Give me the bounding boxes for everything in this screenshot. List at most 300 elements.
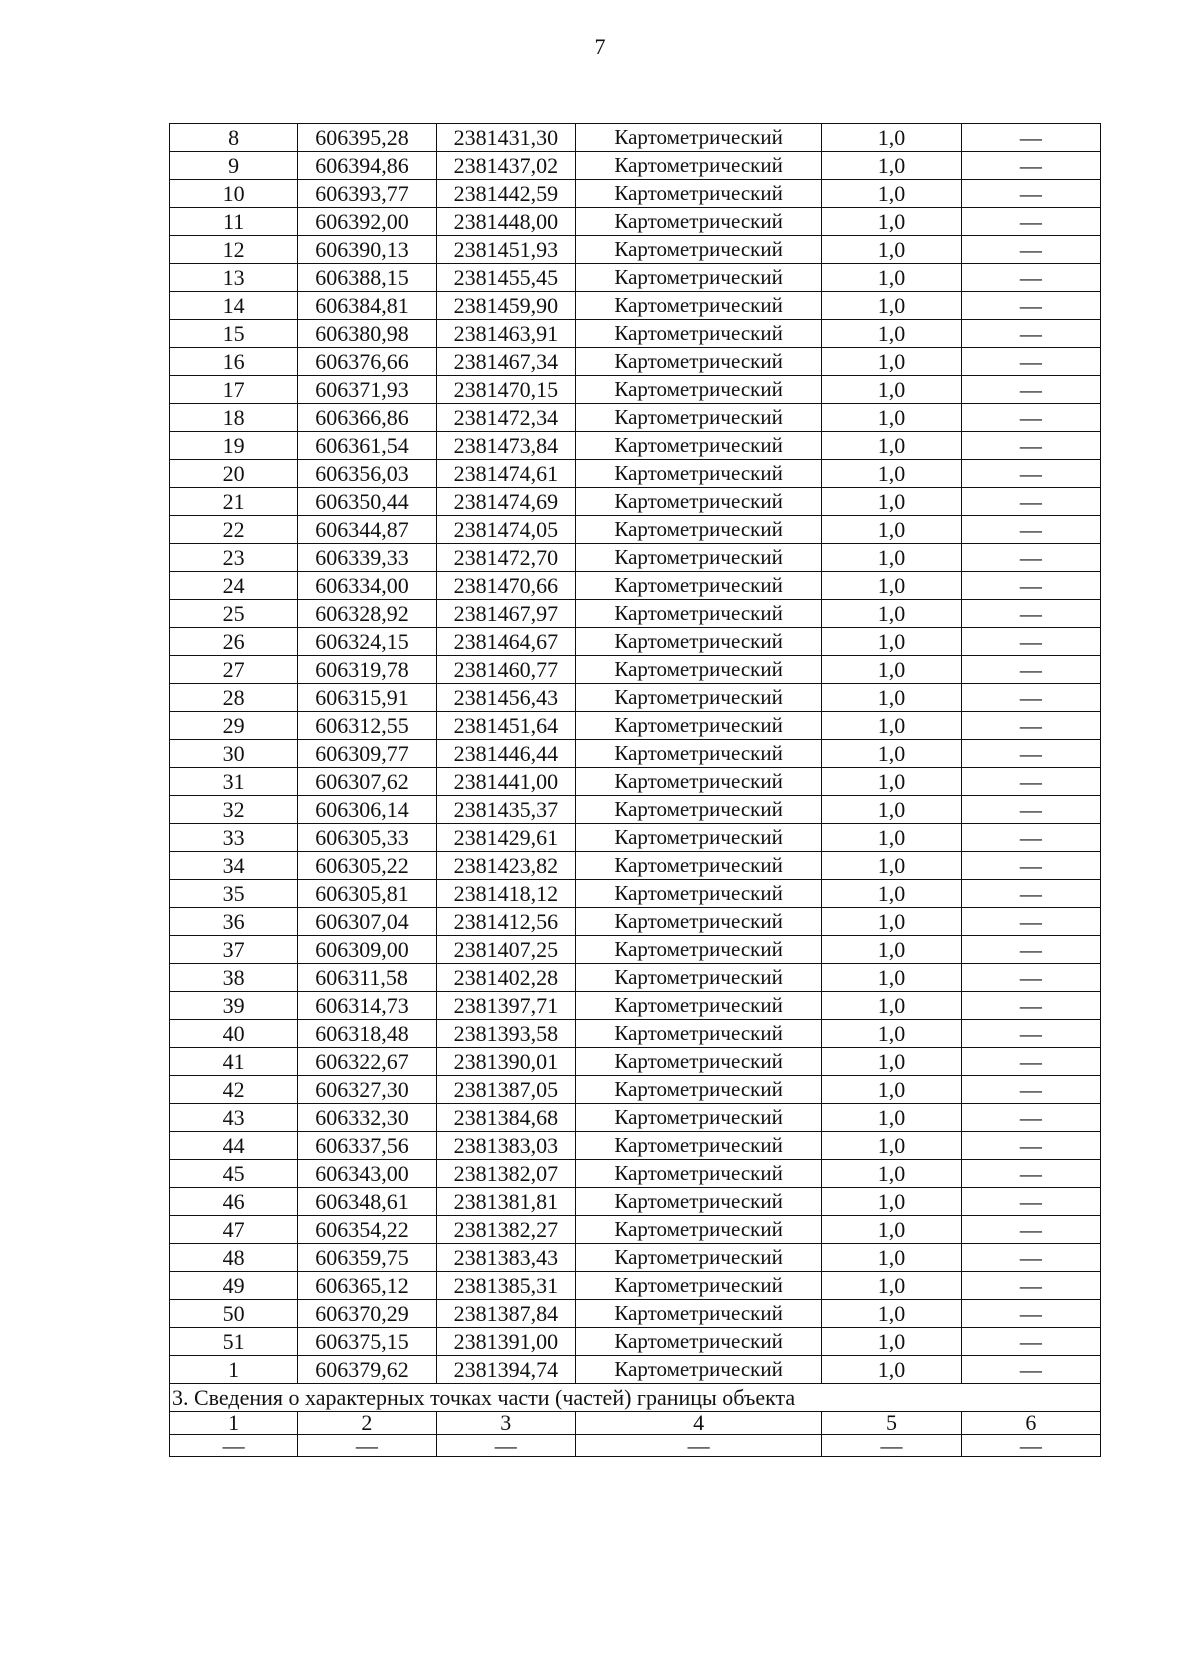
x-coordinate-cell: 606305,33 — [298, 824, 436, 852]
column-number-cell: 1 — [170, 1412, 298, 1435]
y-coordinate-cell: 2381455,45 — [436, 264, 575, 292]
y-coordinate-cell: 2381383,43 — [436, 1244, 575, 1272]
method-cell: Картометрический — [575, 320, 821, 348]
table-row — [170, 348, 1101, 376]
dash-cell: — — [961, 1435, 1100, 1457]
point-number-cell: 34 — [170, 852, 298, 880]
point-number-cell: 49 — [170, 1272, 298, 1300]
accuracy-cell: 1,0 — [822, 1076, 961, 1104]
table-row — [170, 376, 1101, 404]
description-cell: — — [961, 628, 1100, 656]
x-coordinate-cell: 606312,55 — [298, 712, 436, 740]
table-row — [170, 544, 1101, 572]
accuracy-cell: 1,0 — [822, 1272, 961, 1300]
x-coordinate-cell: 606334,00 — [298, 572, 436, 600]
table-row — [170, 404, 1101, 432]
point-number-cell: 28 — [170, 684, 298, 712]
description-cell: — — [961, 684, 1100, 712]
method-cell: Картометрический — [575, 1188, 821, 1216]
method-cell: Картометрический — [575, 292, 821, 320]
method-cell: Картометрический — [575, 1328, 821, 1356]
x-coordinate-cell: 606344,87 — [298, 516, 436, 544]
table-row — [170, 656, 1101, 684]
y-coordinate-cell: 2381472,70 — [436, 544, 575, 572]
method-cell: Картометрический — [575, 1020, 821, 1048]
y-coordinate-cell: 2381383,03 — [436, 1132, 575, 1160]
point-number-cell: 22 — [170, 516, 298, 544]
table-row — [170, 964, 1101, 992]
method-cell: Картометрический — [575, 600, 821, 628]
method-cell: Картометрический — [575, 376, 821, 404]
point-number-cell: 32 — [170, 796, 298, 824]
table-row — [170, 1076, 1101, 1104]
y-coordinate-cell: 2381470,15 — [436, 376, 575, 404]
y-coordinate-cell: 2381387,05 — [436, 1076, 575, 1104]
y-coordinate-cell: 2381393,58 — [436, 1020, 575, 1048]
accuracy-cell: 1,0 — [822, 320, 961, 348]
x-coordinate-cell: 606319,78 — [298, 656, 436, 684]
accuracy-cell: 1,0 — [822, 1328, 961, 1356]
table-row — [170, 908, 1101, 936]
accuracy-cell: 1,0 — [822, 684, 961, 712]
point-number-cell: 19 — [170, 432, 298, 460]
method-cell: Картометрический — [575, 628, 821, 656]
table-row — [170, 936, 1101, 964]
point-number-cell: 38 — [170, 964, 298, 992]
table-row — [170, 1020, 1101, 1048]
point-number-cell: 25 — [170, 600, 298, 628]
table-row — [170, 1160, 1101, 1188]
method-cell: Картометрический — [575, 404, 821, 432]
x-coordinate-cell: 606332,30 — [298, 1104, 436, 1132]
point-number-cell: 45 — [170, 1160, 298, 1188]
point-number-cell: 36 — [170, 908, 298, 936]
table-row — [170, 124, 1101, 152]
y-coordinate-cell: 2381382,07 — [436, 1160, 575, 1188]
x-coordinate-cell: 606322,67 — [298, 1048, 436, 1076]
x-coordinate-cell: 606366,86 — [298, 404, 436, 432]
table-row — [170, 768, 1101, 796]
accuracy-cell: 1,0 — [822, 124, 961, 152]
x-coordinate-cell: 606328,92 — [298, 600, 436, 628]
accuracy-cell: 1,0 — [822, 1188, 961, 1216]
y-coordinate-cell: 2381474,69 — [436, 488, 575, 516]
dash-cell: — — [822, 1435, 961, 1457]
table-row — [170, 1272, 1101, 1300]
y-coordinate-cell: 2381446,44 — [436, 740, 575, 768]
x-coordinate-cell: 606337,56 — [298, 1132, 436, 1160]
dash-cell: — — [170, 1435, 298, 1457]
table-row — [170, 488, 1101, 516]
x-coordinate-cell: 606394,86 — [298, 152, 436, 180]
point-number-cell: 12 — [170, 236, 298, 264]
description-cell: — — [961, 152, 1100, 180]
accuracy-cell: 1,0 — [822, 1104, 961, 1132]
accuracy-cell: 1,0 — [822, 516, 961, 544]
dash-cell: — — [436, 1435, 575, 1457]
point-number-cell: 31 — [170, 768, 298, 796]
description-cell: — — [961, 852, 1100, 880]
method-cell: Картометрический — [575, 208, 821, 236]
x-coordinate-cell: 606311,58 — [298, 964, 436, 992]
method-cell: Картометрический — [575, 656, 821, 684]
method-cell: Картометрический — [575, 852, 821, 880]
x-coordinate-cell: 606309,77 — [298, 740, 436, 768]
method-cell: Картометрический — [575, 1272, 821, 1300]
y-coordinate-cell: 2381391,00 — [436, 1328, 575, 1356]
method-cell: Картометрический — [575, 1048, 821, 1076]
accuracy-cell: 1,0 — [822, 1048, 961, 1076]
point-number-cell: 16 — [170, 348, 298, 376]
x-coordinate-cell: 606348,61 — [298, 1188, 436, 1216]
method-cell: Картометрический — [575, 544, 821, 572]
page-number: 7 — [594, 34, 606, 59]
x-coordinate-cell: 606306,14 — [298, 796, 436, 824]
accuracy-cell: 1,0 — [822, 1244, 961, 1272]
description-cell: — — [961, 908, 1100, 936]
y-coordinate-cell: 2381385,31 — [436, 1272, 575, 1300]
description-cell: — — [961, 824, 1100, 852]
table-row — [170, 1244, 1101, 1272]
y-coordinate-cell: 2381464,67 — [436, 628, 575, 656]
section3-title-row — [170, 1384, 1101, 1412]
section3-title: 3. Сведения о характерных точках части (частей) границы объекта — [170, 1384, 1101, 1412]
point-number-cell: 44 — [170, 1132, 298, 1160]
y-coordinate-cell: 2381402,28 — [436, 964, 575, 992]
accuracy-cell: 1,0 — [822, 1020, 961, 1048]
description-cell: — — [961, 964, 1100, 992]
accuracy-cell: 1,0 — [822, 908, 961, 936]
table-row — [170, 1132, 1101, 1160]
method-cell: Картометрический — [575, 740, 821, 768]
accuracy-cell: 1,0 — [822, 964, 961, 992]
method-cell: Картометрический — [575, 936, 821, 964]
y-coordinate-cell: 2381463,91 — [436, 320, 575, 348]
description-cell: — — [961, 236, 1100, 264]
description-cell: — — [961, 460, 1100, 488]
accuracy-cell: 1,0 — [822, 572, 961, 600]
accuracy-cell: 1,0 — [822, 600, 961, 628]
method-cell: Картометрический — [575, 824, 821, 852]
accuracy-cell: 1,0 — [822, 1356, 961, 1384]
point-number-cell: 42 — [170, 1076, 298, 1104]
table-row — [170, 320, 1101, 348]
method-cell: Картометрический — [575, 992, 821, 1020]
description-cell: — — [961, 796, 1100, 824]
description-cell: — — [961, 544, 1100, 572]
y-coordinate-cell: 2381381,81 — [436, 1188, 575, 1216]
x-coordinate-cell: 606305,81 — [298, 880, 436, 908]
table-row — [170, 712, 1101, 740]
description-cell: — — [961, 1188, 1100, 1216]
point-number-cell: 8 — [170, 124, 298, 152]
accuracy-cell: 1,0 — [822, 152, 961, 180]
accuracy-cell: 1,0 — [822, 208, 961, 236]
table-row — [170, 432, 1101, 460]
description-cell: — — [961, 992, 1100, 1020]
point-number-cell: 29 — [170, 712, 298, 740]
description-cell: — — [961, 1356, 1100, 1384]
description-cell: — — [961, 1328, 1100, 1356]
description-cell: — — [961, 516, 1100, 544]
description-cell: — — [961, 432, 1100, 460]
description-cell: — — [961, 1076, 1100, 1104]
y-coordinate-cell: 2381459,90 — [436, 292, 575, 320]
column-number-cell: 5 — [822, 1412, 961, 1435]
method-cell: Картометрический — [575, 124, 821, 152]
table-row — [170, 292, 1101, 320]
y-coordinate-cell: 2381474,05 — [436, 516, 575, 544]
description-cell: — — [961, 768, 1100, 796]
x-coordinate-cell: 606356,03 — [298, 460, 436, 488]
y-coordinate-cell: 2381448,00 — [436, 208, 575, 236]
point-number-cell: 33 — [170, 824, 298, 852]
point-number-cell: 26 — [170, 628, 298, 656]
point-number-cell: 35 — [170, 880, 298, 908]
description-cell: — — [961, 572, 1100, 600]
method-cell: Картометрический — [575, 880, 821, 908]
accuracy-cell: 1,0 — [822, 348, 961, 376]
point-number-cell: 24 — [170, 572, 298, 600]
accuracy-cell: 1,0 — [822, 1160, 961, 1188]
point-number-cell: 48 — [170, 1244, 298, 1272]
accuracy-cell: 1,0 — [822, 768, 961, 796]
table-row — [170, 992, 1101, 1020]
table-row — [170, 1104, 1101, 1132]
x-coordinate-cell: 606307,04 — [298, 908, 436, 936]
y-coordinate-cell: 2381473,84 — [436, 432, 575, 460]
x-coordinate-cell: 606370,29 — [298, 1300, 436, 1328]
point-number-cell: 14 — [170, 292, 298, 320]
method-cell: Картометрический — [575, 180, 821, 208]
x-coordinate-cell: 606379,62 — [298, 1356, 436, 1384]
point-number-cell: 18 — [170, 404, 298, 432]
table-row — [170, 880, 1101, 908]
accuracy-cell: 1,0 — [822, 404, 961, 432]
accuracy-cell: 1,0 — [822, 796, 961, 824]
y-coordinate-cell: 2381472,34 — [436, 404, 575, 432]
y-coordinate-cell: 2381451,64 — [436, 712, 575, 740]
dash-cell: — — [298, 1435, 436, 1457]
section3-dash-row — [170, 1435, 1101, 1457]
x-coordinate-cell: 606324,15 — [298, 628, 436, 656]
y-coordinate-cell: 2381387,84 — [436, 1300, 575, 1328]
y-coordinate-cell: 2381442,59 — [436, 180, 575, 208]
description-cell: — — [961, 600, 1100, 628]
y-coordinate-cell: 2381474,61 — [436, 460, 575, 488]
method-cell: Картометрический — [575, 516, 821, 544]
x-coordinate-cell: 606309,00 — [298, 936, 436, 964]
column-number-cell: 6 — [961, 1412, 1100, 1435]
y-coordinate-cell: 2381456,43 — [436, 684, 575, 712]
table-row — [170, 1188, 1101, 1216]
point-number-cell: 13 — [170, 264, 298, 292]
method-cell: Картометрический — [575, 1160, 821, 1188]
coordinates-table-body — [170, 124, 1101, 1384]
method-cell: Картометрический — [575, 1244, 821, 1272]
description-cell: — — [961, 1132, 1100, 1160]
description-cell: — — [961, 292, 1100, 320]
accuracy-cell: 1,0 — [822, 236, 961, 264]
method-cell: Картометрический — [575, 1216, 821, 1244]
point-number-cell: 47 — [170, 1216, 298, 1244]
x-coordinate-cell: 606339,33 — [298, 544, 436, 572]
description-cell: — — [961, 1104, 1100, 1132]
x-coordinate-cell: 606392,00 — [298, 208, 436, 236]
accuracy-cell: 1,0 — [822, 432, 961, 460]
description-cell: — — [961, 1020, 1100, 1048]
accuracy-cell: 1,0 — [822, 264, 961, 292]
y-coordinate-cell: 2381407,25 — [436, 936, 575, 964]
x-coordinate-cell: 606380,98 — [298, 320, 436, 348]
description-cell: — — [961, 208, 1100, 236]
x-coordinate-cell: 606314,73 — [298, 992, 436, 1020]
x-coordinate-cell: 606305,22 — [298, 852, 436, 880]
accuracy-cell: 1,0 — [822, 992, 961, 1020]
column-number-cell: 4 — [575, 1412, 821, 1435]
accuracy-cell: 1,0 — [822, 1216, 961, 1244]
description-cell: — — [961, 376, 1100, 404]
accuracy-cell: 1,0 — [822, 936, 961, 964]
method-cell: Картометрический — [575, 488, 821, 516]
accuracy-cell: 1,0 — [822, 488, 961, 516]
y-coordinate-cell: 2381467,97 — [436, 600, 575, 628]
point-number-cell: 15 — [170, 320, 298, 348]
description-cell: — — [961, 1048, 1100, 1076]
x-coordinate-cell: 606343,00 — [298, 1160, 436, 1188]
table-row — [170, 152, 1101, 180]
x-coordinate-cell: 606359,75 — [298, 1244, 436, 1272]
method-cell: Картометрический — [575, 1076, 821, 1104]
table-row — [170, 796, 1101, 824]
table-row — [170, 1048, 1101, 1076]
accuracy-cell: 1,0 — [822, 628, 961, 656]
description-cell: — — [961, 1216, 1100, 1244]
method-cell: Картометрический — [575, 572, 821, 600]
table-row — [170, 684, 1101, 712]
point-number-cell: 17 — [170, 376, 298, 404]
point-number-cell: 1 — [170, 1356, 298, 1384]
description-cell: — — [961, 656, 1100, 684]
method-cell: Картометрический — [575, 908, 821, 936]
description-cell: — — [961, 488, 1100, 516]
table-row — [170, 1300, 1101, 1328]
x-coordinate-cell: 606318,48 — [298, 1020, 436, 1048]
method-cell: Картометрический — [575, 1104, 821, 1132]
point-number-cell: 39 — [170, 992, 298, 1020]
table-row — [170, 1328, 1101, 1356]
description-cell: — — [961, 264, 1100, 292]
y-coordinate-cell: 2381412,56 — [436, 908, 575, 936]
point-number-cell: 23 — [170, 544, 298, 572]
point-number-cell: 37 — [170, 936, 298, 964]
accuracy-cell: 1,0 — [822, 1132, 961, 1160]
point-number-cell: 30 — [170, 740, 298, 768]
method-cell: Картометрический — [575, 348, 821, 376]
y-coordinate-cell: 2381460,77 — [436, 656, 575, 684]
method-cell: Картометрический — [575, 1132, 821, 1160]
y-coordinate-cell: 2381467,34 — [436, 348, 575, 376]
method-cell: Картометрический — [575, 236, 821, 264]
y-coordinate-cell: 2381441,00 — [436, 768, 575, 796]
x-coordinate-cell: 606384,81 — [298, 292, 436, 320]
description-cell: — — [961, 180, 1100, 208]
x-coordinate-cell: 606393,77 — [298, 180, 436, 208]
method-cell: Картометрический — [575, 460, 821, 488]
x-coordinate-cell: 606327,30 — [298, 1076, 436, 1104]
y-coordinate-cell: 2381390,01 — [436, 1048, 575, 1076]
method-cell: Картометрический — [575, 684, 821, 712]
accuracy-cell: 1,0 — [822, 544, 961, 572]
accuracy-cell: 1,0 — [822, 880, 961, 908]
coordinates-table — [169, 123, 1101, 1457]
y-coordinate-cell: 2381382,27 — [436, 1216, 575, 1244]
column-number-cell: 3 — [436, 1412, 575, 1435]
method-cell: Картометрический — [575, 768, 821, 796]
accuracy-cell: 1,0 — [822, 1300, 961, 1328]
x-coordinate-cell: 606390,13 — [298, 236, 436, 264]
description-cell: — — [961, 1272, 1100, 1300]
x-coordinate-cell: 606395,28 — [298, 124, 436, 152]
y-coordinate-cell: 2381470,66 — [436, 572, 575, 600]
table-row — [170, 208, 1101, 236]
accuracy-cell: 1,0 — [822, 824, 961, 852]
section3 — [170, 1384, 1101, 1457]
method-cell: Картометрический — [575, 1356, 821, 1384]
y-coordinate-cell: 2381435,37 — [436, 796, 575, 824]
point-number-cell: 43 — [170, 1104, 298, 1132]
point-number-cell: 10 — [170, 180, 298, 208]
point-number-cell: 20 — [170, 460, 298, 488]
table-row — [170, 1356, 1101, 1384]
method-cell: Картометрический — [575, 1300, 821, 1328]
y-coordinate-cell: 2381384,68 — [436, 1104, 575, 1132]
dash-cell: — — [575, 1435, 821, 1457]
table-row — [170, 600, 1101, 628]
description-cell: — — [961, 936, 1100, 964]
accuracy-cell: 1,0 — [822, 180, 961, 208]
accuracy-cell: 1,0 — [822, 460, 961, 488]
table-row — [170, 740, 1101, 768]
x-coordinate-cell: 606361,54 — [298, 432, 436, 460]
x-coordinate-cell: 606375,15 — [298, 1328, 436, 1356]
point-number-cell: 9 — [170, 152, 298, 180]
point-number-cell: 27 — [170, 656, 298, 684]
accuracy-cell: 1,0 — [822, 292, 961, 320]
table-row — [170, 264, 1101, 292]
description-cell: — — [961, 348, 1100, 376]
accuracy-cell: 1,0 — [822, 656, 961, 684]
description-cell: — — [961, 124, 1100, 152]
y-coordinate-cell: 2381394,74 — [436, 1356, 575, 1384]
table-row — [170, 1216, 1101, 1244]
y-coordinate-cell: 2381423,82 — [436, 852, 575, 880]
point-number-cell: 11 — [170, 208, 298, 236]
description-cell: — — [961, 1160, 1100, 1188]
y-coordinate-cell: 2381418,12 — [436, 880, 575, 908]
description-cell: — — [961, 880, 1100, 908]
method-cell: Картометрический — [575, 152, 821, 180]
point-number-cell: 50 — [170, 1300, 298, 1328]
method-cell: Картометрический — [575, 964, 821, 992]
table-row — [170, 572, 1101, 600]
x-coordinate-cell: 606388,15 — [298, 264, 436, 292]
description-cell: — — [961, 320, 1100, 348]
x-coordinate-cell: 606371,93 — [298, 376, 436, 404]
table-row — [170, 180, 1101, 208]
point-number-cell: 40 — [170, 1020, 298, 1048]
accuracy-cell: 1,0 — [822, 376, 961, 404]
